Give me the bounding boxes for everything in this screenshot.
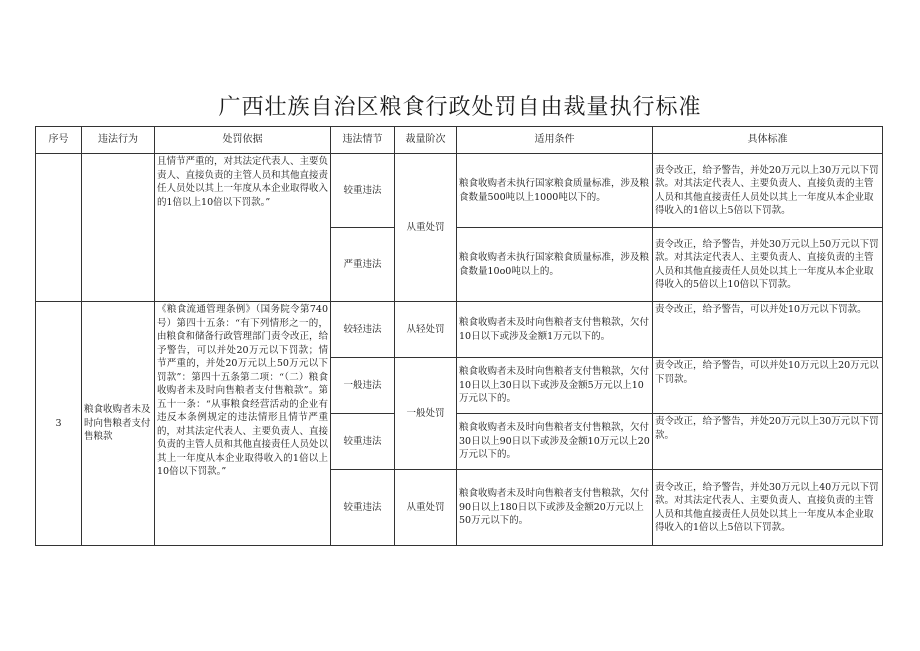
header-seq: 序号 bbox=[36, 127, 82, 154]
seq-cell: 3 bbox=[36, 302, 82, 546]
table-row bbox=[36, 302, 883, 358]
condition-cell: 粮食收购者未及时向售粮者支付售粮款，欠付10日以下或涉及金额1万元以下的。 bbox=[457, 302, 653, 358]
stage-cell: 从重处罚 bbox=[395, 470, 457, 546]
stage-cell: 从重处罚 bbox=[395, 154, 457, 302]
condition-cell: 粮食收购者未及时向售粮者支付售粮款，欠付10日以上30日以下或涉及金额5万元以上10万元以下的。 bbox=[457, 358, 653, 414]
header-standard: 具体标准 bbox=[653, 127, 883, 154]
violation-cell bbox=[82, 154, 155, 302]
standard-cell: 责令改正，给予警告，并处30万元以上50万元以下罚款。对其法定代表人、主要负责人、直接负责的主管人员和其他直接责任人员处以其上一年度从本企业取得收入的5倍以上10倍以下罚款。 bbox=[653, 228, 883, 302]
page-title: 广西壮族自治区粮食行政处罚自由裁量执行标准 bbox=[218, 95, 702, 120]
condition-cell: 粮食收购者未执行国家粮食质量标准，涉及粮食数量10o0吨以上的。 bbox=[457, 228, 653, 302]
header-basis: 处罚依据 bbox=[155, 127, 331, 154]
circumstance-cell: 较轻违法 bbox=[331, 302, 395, 358]
header-circumstance: 违法情节 bbox=[331, 127, 395, 154]
header-condition: 适用条件 bbox=[457, 127, 653, 154]
header-violation: 违法行为 bbox=[82, 127, 155, 154]
circumstance-cell: 较重违法 bbox=[331, 414, 395, 470]
standard-cell: 责令改正，给予警告，可以并处10万元以上20万元以下罚款。 bbox=[653, 358, 883, 414]
condition-cell: 粮食收购者未及时向售粮者支付售粮款，欠付30日以上90日以下或涉及金额10万元以上20万元以下的。 bbox=[457, 414, 653, 470]
standard-cell: 责令改正，给予警告，并处30万元以上40万元以下罚款。对其法定代表人、主要负责人、直接负责的主管人员和其他直接责任人员处以其上一年度从本企业取得收入的1倍以上5倍以下罚款。 bbox=[653, 470, 883, 546]
penalty-standard-table bbox=[35, 126, 883, 546]
basis-cell: 且情节严重的，对其法定代表人、主要负责人、直接负责的主管人员和其他直接责任人员处以其上一年度从本企业取得收入的1倍以上10倍以下罚款。” bbox=[155, 154, 331, 302]
circumstance-cell: 一般违法 bbox=[331, 358, 395, 414]
stage-cell: 从轻处罚 bbox=[395, 302, 457, 358]
table-row bbox=[36, 154, 883, 228]
stage-cell: 一般处罚 bbox=[395, 358, 457, 470]
basis-cell: 《粮食流通管理条例》（国务院令第740号）第四十五条：“有下列情形之一的，由粮食和储备行政管理部门责令改正，给予警告，可以并处20万元以下罚款；情节严重的，并处20万元以上50万元以下罚款”：第四十五条第二项：“（二）粮食收购者未及时向售粮者支付售粮款”。第五十一条：“从事粮食经营活动的企业有违反本条例规定的违法情形且情节严重的，对其法定代表人、主要负责人、直接负责的主管人员和其他直接责任人员处以其上一年度从本企业取得收入的1倍以上10倍以下罚款。” bbox=[155, 302, 331, 546]
condition-cell: 粮食收购者未及时向售粮者支付售粮款，欠付90日以上180日以下或涉及金额20万元以上50万元以下的。 bbox=[457, 470, 653, 546]
standard-cell: 责令改正，给予警告，并处20万元以上30万元以下罚款。对其法定代表人、主要负责人、直接负责的主管人员和其他直接责任人员处以其上一年度从本企业取得收入的1倍以上5倍以下罚款。 bbox=[653, 154, 883, 228]
circumstance-cell: 较重违法 bbox=[331, 154, 395, 228]
seq-cell bbox=[36, 154, 82, 302]
circumstance-cell: 严重违法 bbox=[331, 228, 395, 302]
header-stage: 裁量阶次 bbox=[395, 127, 457, 154]
standard-cell: 责令改正，给予警告，并处20万元以上30万元以下罚款。 bbox=[653, 414, 883, 470]
violation-cell: 粮食收购者未及时向售粮者支付售粮款 bbox=[82, 302, 155, 546]
circumstance-cell: 较重违法 bbox=[331, 470, 395, 546]
table-header-row bbox=[36, 127, 883, 154]
standard-cell: 责令改正，给予警告，可以并处10万元以下罚款。 bbox=[653, 302, 883, 358]
condition-cell: 粮食收购者未执行国家粮食质量标准，涉及粮食数量500吨以上1000吨以下的。 bbox=[457, 154, 653, 228]
